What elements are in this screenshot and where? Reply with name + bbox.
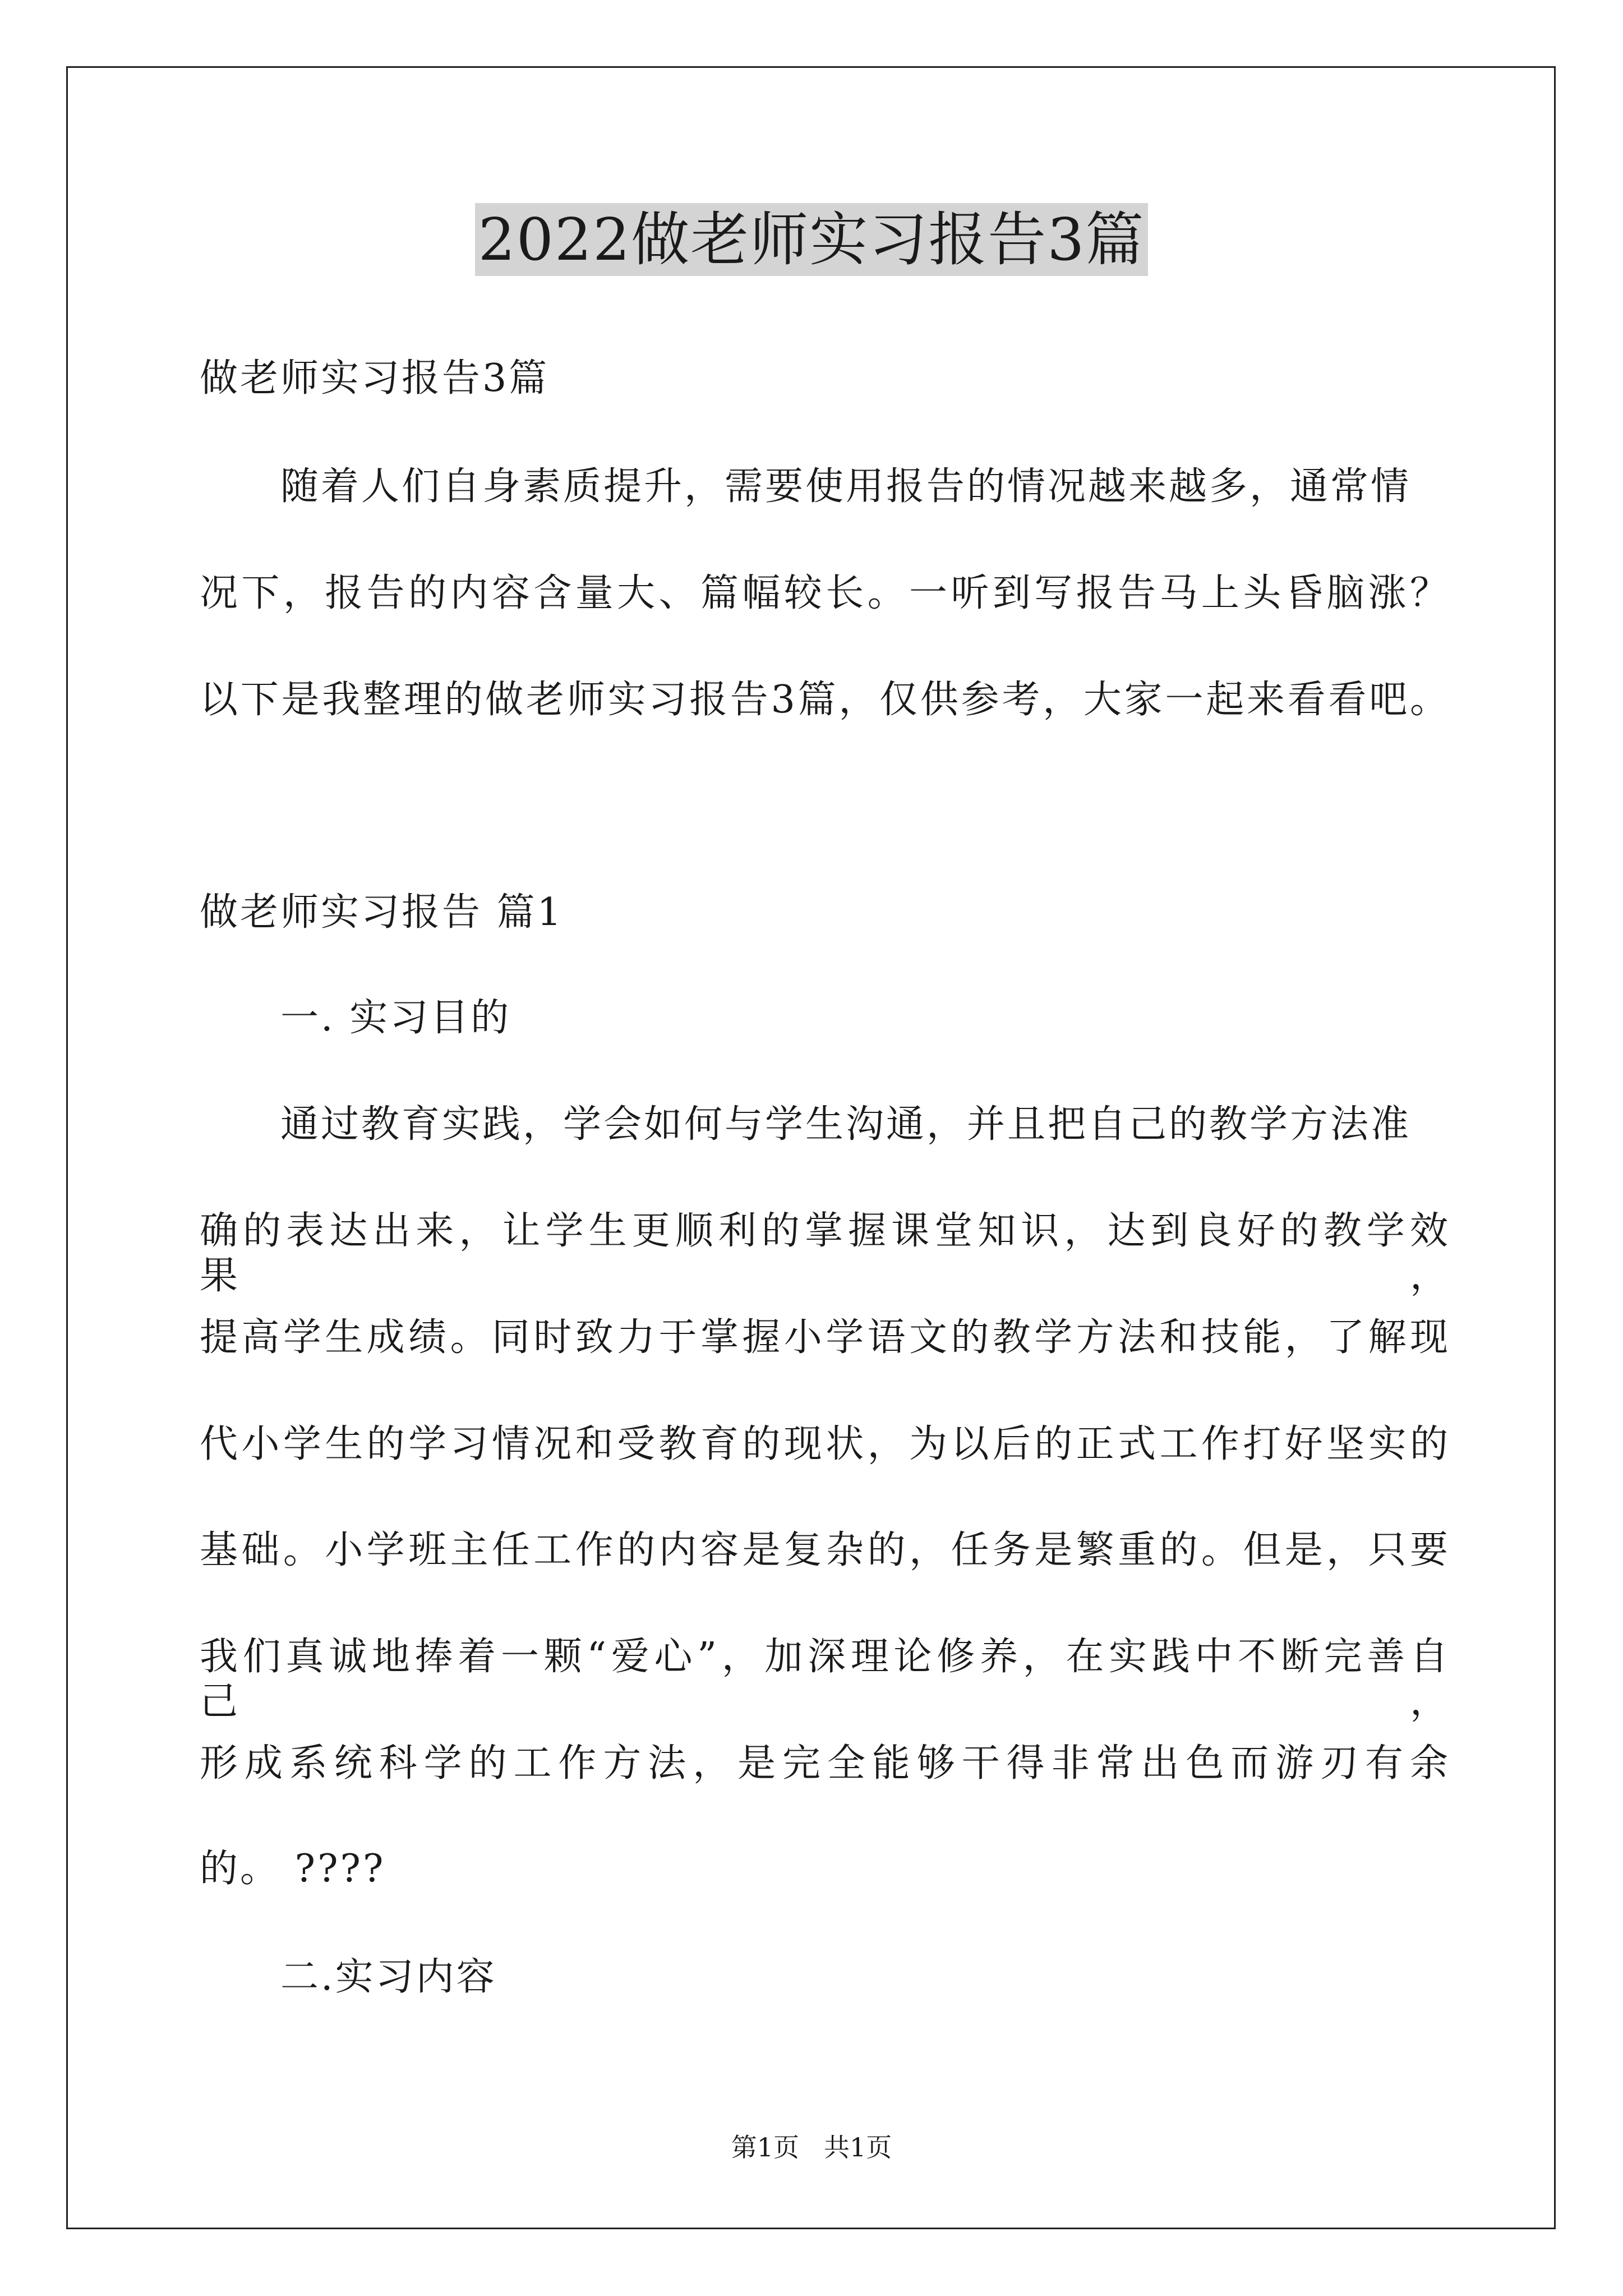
page-footer [0,2132,1623,2163]
body-line-5: 基础。小学班主任工作的内容是复杂的，任务是繁重的。但是，只要 [200,1528,1450,1572]
body-line-3: 提高学生成绩。同时致力于掌握小学语文的教学方法和技能，了解现 [200,1315,1450,1360]
intro-line-2: 况下，报告的内容含量大、篇幅较长。一听到写报告马上头昏脑涨？ [200,571,1450,615]
body-line-4: 代小学生的学习情况和受教育的现状，为以后的正式工作打好坚实的 [200,1422,1450,1466]
document-title: 2022做老师实习报告3篇 [475,203,1149,276]
document-subtitle: 做老师实习报告3篇 [200,356,550,401]
intro-line-3: 以下是我整理的做老师实习报告3篇，仅供参考，大家一起来看看吧。 [200,678,1450,722]
heading-purpose: 一. 实习目的 [280,996,511,1040]
body-line-1: 通过教育实践，学会如何与学生沟通，并且把自己的教学方法准 [280,1102,1412,1147]
page-total: 共1页 [824,2132,892,2162]
body-line-2: 确的表达出来，让学生更顺利的掌握课堂知识，达到良好的教学效果， [200,1209,1450,1298]
title-container [0,203,1623,276]
body-line-6: 我们真诚地捧着一颗“爱心”，加深理论修养，在实践中不断完善自己， [200,1635,1450,1724]
body-line-7: 形成系统科学的工作方法，是完全能够干得非常出色而游刃有余 [200,1741,1450,1786]
page-number: 第1页 [731,2132,799,2162]
section-heading: 做老师实习报告 篇1 [200,890,564,935]
heading-content: 二.实习内容 [280,1955,497,1999]
intro-line-1: 随着人们自身素质提升，需要使用报告的情况越来越多，通常情 [280,464,1412,509]
body-line-8: 的。 ???? [200,1847,386,1891]
